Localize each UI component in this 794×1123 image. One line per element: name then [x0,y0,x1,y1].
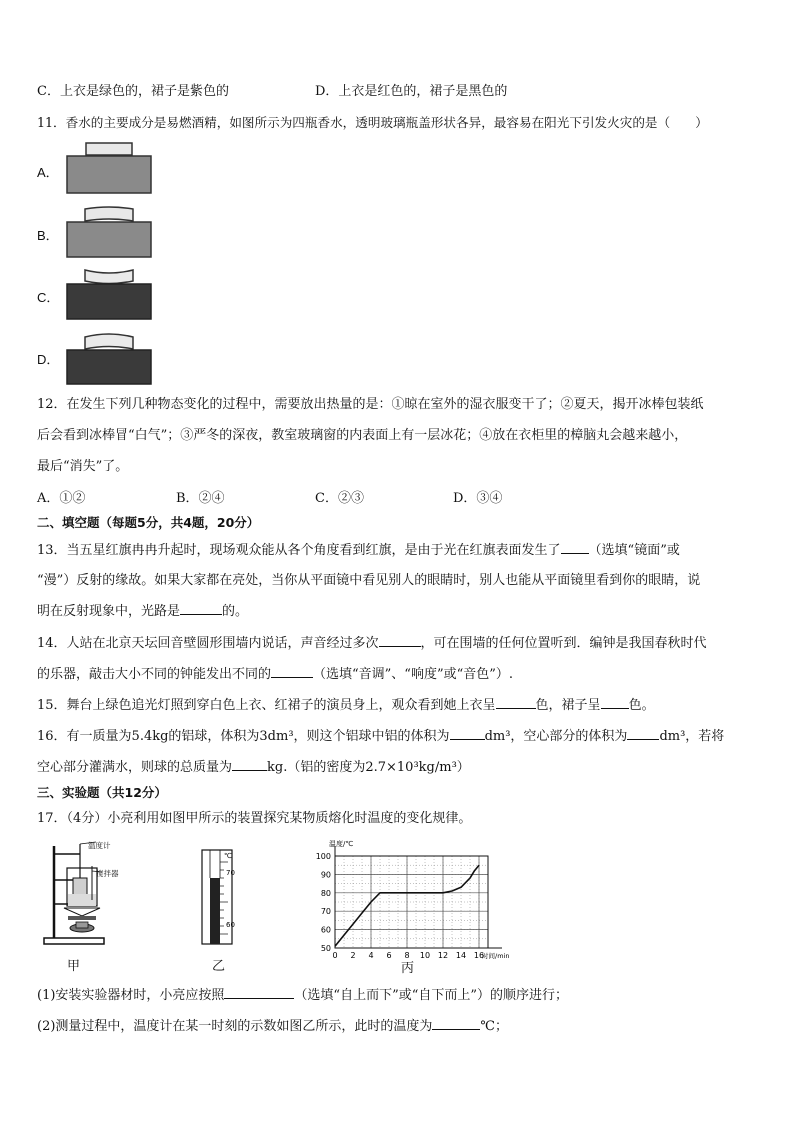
temperature-time-chart [305,838,515,968]
x-tick-label: 6 [386,951,392,960]
x-tick-label: 14 [455,951,467,960]
q17-text-2a: (2)测量过程中，温度计在某一时刻的示数如图乙所示，此时的温度为 [37,1019,433,1034]
section-experiment-heading: 三、实验题（共12分） [37,785,167,800]
figure-jia-caption: 甲 [67,959,81,974]
x-axis-label: 时间/min [482,952,510,960]
q15-blank-2[interactable] [601,696,629,709]
y-tick-label: 90 [320,870,331,880]
q13-text-1a: 13．当五星红旗冉冉升起时，现场观众能从各个角度看到红旗，是由于光在红旗表面发生了 [37,543,561,558]
q14-text-1b: ，可在围墙的任何位置听到．编钟是我国春秋时代 [420,636,707,651]
q14-text-2b: （选填“音调”、“响度”或“音色”）. [313,667,514,682]
q13-text-1b: （选填“镜面”或 [588,543,680,558]
q16-text-1a: 16．有一质量为5.4kg的铝球，体积为3dm³，则这个铝球中铝的体积为 [37,729,450,744]
q15-text-a: 15．舞台上绿色追光灯照到穿白色上衣、红裙子的演员身上，观众看到她上衣呈 [37,698,496,713]
figure-yi-caption: 乙 [212,959,226,974]
perfume-bottle-d [64,331,154,385]
q11-label-c: C． [37,290,60,305]
plot-frame [335,856,488,948]
x-tick-label: 0 [332,951,338,960]
y-tick-label: 60 [320,925,331,935]
figure-bing-caption: 丙 [401,961,415,976]
q16-text-1b: dm³，空心部分的体积为 [484,729,628,744]
q12-line-2: 后会看到冰棒冒“白气”；③严冬的深夜，教室玻璃窗的内表面上有一层冰花；④放在衣柜里的樟脑丸会越来越小， [37,428,688,443]
q12-option-b: B．②④ [176,491,225,506]
q11-stem: 11．香水的主要成分是易燃酒精，如图所示为四瓶香水，透明玻璃瓶盖形状各异，最容易在阳光下引发火灾的是（ ） [37,115,708,130]
q16-text-2b: kg.（铝的密度为2.7×10³kg/m³） [267,760,470,775]
q13-line-3 [37,602,248,621]
perfume-bottle-b [64,206,154,258]
perfume-bottle-a [64,142,154,194]
q15-text-c: 色。 [628,698,655,713]
q15-blank-1[interactable] [496,696,536,709]
q11-label-a: A． [37,165,59,180]
q13-text-3a: 明在反射现象中，光路是 [37,604,181,619]
q16-blank-2[interactable] [627,727,659,740]
thermometer-unit: ℃ [224,852,232,860]
q12-option-d: D．③④ [453,491,503,506]
q12-line-3: 最后“消失”了。 [37,459,129,474]
q12-option-a: A．①② [37,491,86,506]
q10-option-c: C．上衣是绿色的，裙子是紫色的 [37,84,229,99]
y-tick-label: 50 [320,944,331,953]
x-tick-label: 16 [473,951,485,960]
y-tick-label: 100 [315,852,331,861]
q15-line [37,696,655,715]
q16-line-1 [37,727,724,746]
q14-line-1 [37,634,707,653]
q14-text-2a: 的乐器，敲击大小不同的钟能发出不同的 [37,667,272,682]
q15-text-b: 色，裙子呈 [535,698,601,713]
y-axis-label: 温度/℃ [329,840,354,848]
q13-blank-2[interactable] [180,602,222,615]
q16-text-1c: dm³，若将 [659,729,725,744]
q16-blank-1[interactable] [450,727,485,740]
q13-text-3b: 的。 [222,604,249,619]
q16-text-2a: 空心部分灌满水，则球的总质量为 [37,760,233,775]
q16-line-2 [37,758,470,777]
thermometer-figure [200,848,240,948]
y-tick-label: 70 [320,907,331,917]
q17-blank-1[interactable] [224,986,294,999]
thermometer-tick-60: 60 [226,921,235,929]
section-fill-in-heading: 二、填空题（每题5分，共4题，20分） [37,515,260,530]
q13-line-2: “漫”）反射的缘故。如果大家都在亮处，当你从平面镜中看见别人的眼睛时，别人也能从平面镜里看到你的眼睛，说 [37,573,701,588]
x-tick-label: 8 [404,951,410,960]
q13-line-1 [37,541,680,560]
q10-option-d: D．上衣是红色的，裙子是黑色的 [315,84,508,99]
q12-line-1: 12．在发生下列几种物态变化的过程中，需要放出热量的是：①晾在室外的湿衣服变干了；②夏天，揭开冰棒包装纸 [37,397,704,412]
apparatus-figure [40,838,150,963]
q17-sub-1 [37,986,568,1005]
q11-label-d: D． [37,352,60,367]
q11-label-b: B． [37,228,59,243]
q12-option-c: C．②③ [315,491,364,506]
q17-text-2b: ℃； [480,1019,508,1034]
y-tick-label: 80 [320,888,331,898]
q14-line-2 [37,665,513,684]
x-tick-label: 2 [350,951,356,960]
thermometer-tick-70: 70 [226,869,235,877]
q16-blank-3[interactable] [232,758,267,771]
q17-stem: 17．（4分）小亮利用如图甲所示的装置探究某物质熔化时温度的变化规律。 [37,811,472,826]
thermometer-label: 温度计 [88,841,111,850]
perfume-bottle-c [64,268,154,320]
q17-blank-2[interactable] [432,1017,480,1030]
q14-text-1a: 14．人站在北京天坛回音壁圆形围墙内说话，声音经过多次 [37,636,379,651]
x-tick-label: 10 [419,951,431,960]
q17-text-1a: (1)安装实验器材时，小亮应按照 [37,988,225,1003]
x-tick-label: 4 [368,951,374,960]
q13-blank-1[interactable] [561,541,589,554]
q14-blank-2[interactable] [271,665,313,678]
q17-text-1b: （选填“自上而下”或“自下而上”）的顺序进行； [294,988,569,1003]
q14-blank-1[interactable] [379,634,421,647]
x-tick-label: 12 [437,951,449,960]
q17-sub-2 [37,1017,508,1036]
stirrer-label: 搅拌器 [96,869,119,878]
